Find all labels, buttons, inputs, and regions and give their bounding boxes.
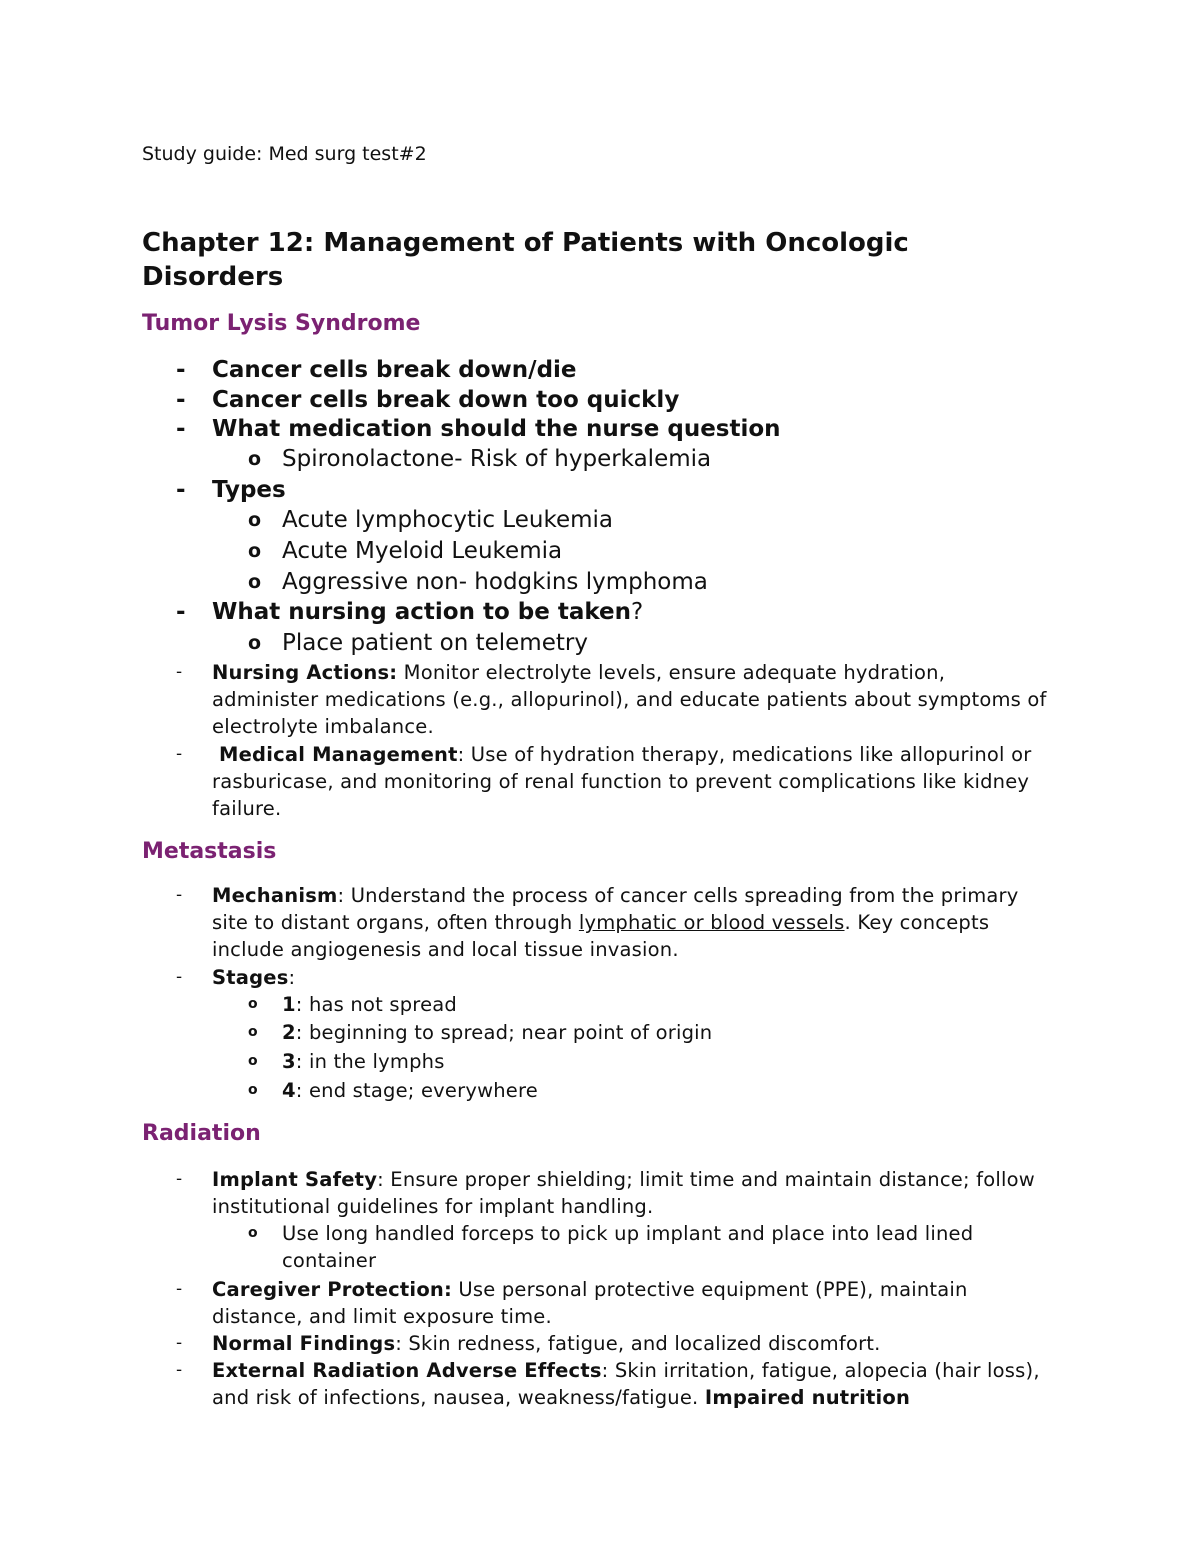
external-radiation-label: External Radiation Adverse Effects [212, 1359, 602, 1382]
list-item-text: Types [212, 477, 286, 503]
stage-item-text [282, 1019, 1052, 1046]
circle-bullet: o [248, 632, 262, 654]
dash-bullet: - [176, 477, 186, 503]
nursing-actions-text: Monitor electrolyte levels, ensure adequate hydration, administer medications (e.g., allopurinol), and educate patients about symptoms of electrolyte imbalance. [212, 661, 1047, 739]
medical-management-label: Medical Management [212, 743, 458, 766]
list-item-text [212, 1276, 1052, 1330]
dash-bullet: - [176, 744, 183, 764]
circle-bullet: o [248, 1082, 258, 1098]
section-heading-radiation: Radiation [142, 1121, 261, 1146]
mechanism-text: : Understand the process of cancer cells spreading from the primary site to distant organs, often through [212, 884, 1019, 935]
circle-bullet: o [248, 571, 262, 593]
normal-findings-label: Normal Findings [212, 1332, 396, 1355]
circle-bullet: o [248, 540, 262, 562]
mechanism-underlined-text: lymphatic or blood vessels [578, 911, 845, 935]
circle-bullet: o [248, 996, 258, 1012]
mechanism-text-continued: . Key concepts include angiogenesis and local tissue invasion. [212, 911, 990, 962]
nursing-actions-label: Nursing Actions: [212, 661, 398, 684]
list-item-text: What medication should the nurse question [212, 416, 781, 442]
list-item-text: Cancer cells break down/die [212, 357, 577, 383]
dash-bullet: - [176, 1169, 183, 1189]
circle-bullet: o [248, 1024, 258, 1040]
stage-number: 1 [282, 993, 296, 1016]
sub-list-item-text: Aggressive non- hodgkins lymphoma [282, 569, 708, 595]
stages-colon: : [288, 966, 296, 989]
study-guide-title: Study guide: Med surg test#2 [142, 143, 427, 165]
dash-bullet: - [176, 416, 186, 442]
stage-item-text [282, 1048, 1052, 1075]
implant-safety-label: Implant Safety [212, 1168, 378, 1191]
stage-number: 3 [282, 1050, 296, 1073]
section-heading-tumor-lysis: Tumor Lysis Syndrome [142, 311, 421, 336]
sub-list-item-text: Acute Myeloid Leukemia [282, 538, 563, 564]
stage-description: : end stage; everywhere [295, 1079, 538, 1102]
dash-bullet: - [176, 662, 183, 682]
dash-bullet: - [176, 387, 186, 413]
list-item-bold-text: What nursing action to be taken [212, 599, 632, 625]
normal-findings-text: : Skin redness, fatigue, and localized discomfort. [395, 1332, 881, 1355]
sub-list-item-text: Use long handled forceps to pick up implant and place into lead lined container [282, 1222, 974, 1273]
dash-bullet: - [176, 1333, 183, 1353]
circle-bullet: o [248, 448, 262, 470]
dash-bullet: - [176, 1360, 183, 1380]
sub-list-item-text: Acute lymphocytic Leukemia [282, 507, 613, 533]
circle-bullet: o [248, 1225, 258, 1241]
caregiver-protection-text: Use personal protective equipment (PPE), maintain distance, and limit exposure time. [212, 1278, 968, 1329]
list-item-text [212, 964, 1052, 991]
dash-bullet: - [176, 885, 183, 905]
stage-number: 4 [282, 1079, 296, 1102]
dash-bullet: - [176, 599, 186, 625]
chapter-title: Chapter 12: Management of Patients with Oncologic Disorders [142, 228, 909, 292]
circle-bullet: o [248, 509, 262, 531]
caregiver-protection-label: Caregiver Protection: [212, 1278, 452, 1301]
list-item-text [212, 741, 1052, 823]
section-heading-metastasis: Metastasis [142, 839, 277, 864]
stage-item-text [282, 991, 1052, 1018]
stage-number: 2 [282, 1021, 296, 1044]
stage-item-text [282, 1077, 1052, 1104]
dash-bullet: - [176, 1279, 183, 1299]
list-item-text [212, 1357, 1052, 1411]
sub-list-item-text: Place patient on telemetry [282, 630, 588, 656]
list-item-text [212, 882, 1052, 964]
dash-bullet: - [176, 357, 186, 383]
medical-management-text: : Use of hydration therapy, medications like allopurinol or rasburicase, and monitoring of renal function to prevent complications like kidney failure. [212, 743, 1038, 821]
stages-label: Stages [212, 966, 289, 989]
mechanism-label: Mechanism [212, 884, 338, 907]
external-radiation-text: : Skin irritation, fatigue, alopecia (hair loss), and risk of infections, nausea, weakness/fatigue. [212, 1359, 1040, 1410]
list-item-punctuation: ? [631, 599, 644, 625]
list-item-text [212, 1166, 1052, 1220]
stage-description: : in the lymphs [295, 1050, 445, 1073]
list-item-text [212, 1330, 1052, 1357]
list-item-text [212, 597, 1052, 627]
impaired-nutrition-text: Impaired nutrition [704, 1386, 911, 1410]
list-item-text: Cancer cells break down too quickly [212, 387, 680, 413]
list-item-text [212, 659, 1052, 741]
stage-description: : has not spread [295, 993, 457, 1016]
dash-bullet: - [176, 967, 183, 987]
circle-bullet: o [248, 1053, 258, 1069]
implant-safety-text: : Ensure proper shielding; limit time and maintain distance; follow institutional guidelines for implant handling. [212, 1168, 1035, 1219]
stage-description: : beginning to spread; near point of origin [295, 1021, 713, 1044]
sub-list-item-text: Spironolactone- Risk of hyperkalemia [282, 446, 712, 472]
